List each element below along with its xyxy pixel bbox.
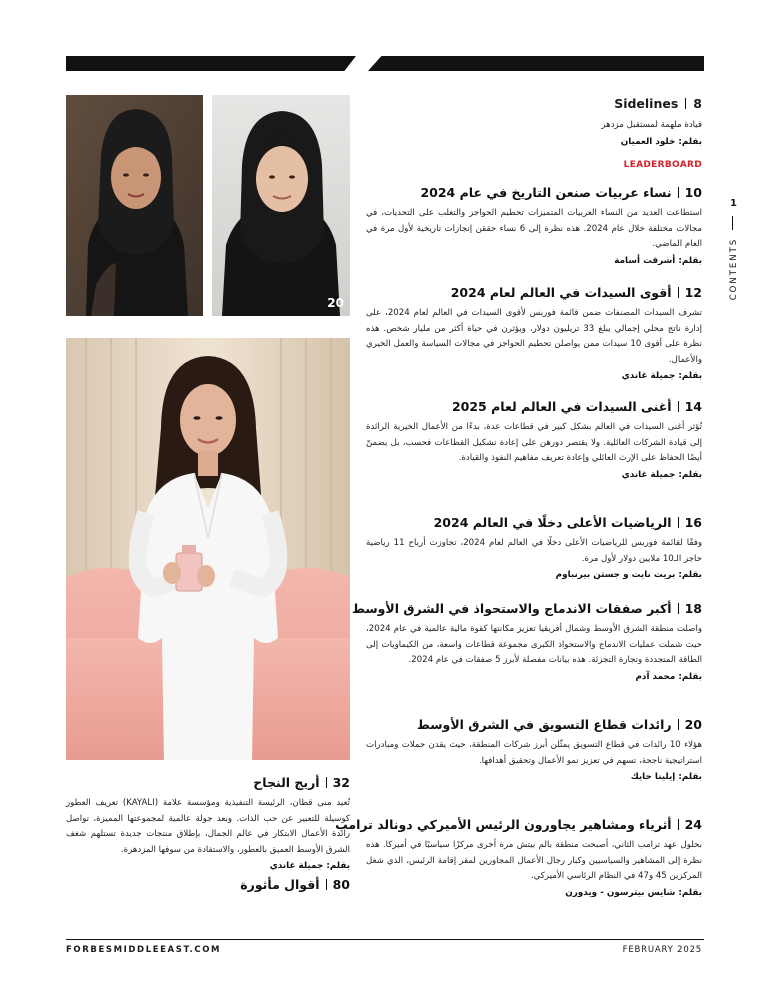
entry-title [366, 184, 702, 202]
entry-byline: بقلم: إيلينا حايك [630, 772, 702, 782]
entry-title [366, 96, 702, 111]
side-divider [732, 216, 733, 230]
entry-title [366, 398, 702, 416]
entry-description: تُؤثر أغنى السيدات في العالم بشكل كبير في قطاعات عدة، بدءًا من الأعمال الخيرية الرائدة إلى قيادة الشركات العائلية. ولا يقتصر دورهن على إعادة تشكيل القطاعات فحسب، بل يضمنّ أيضًا الحفاظ على الإرث العائلي وإعادة تعريف مفاهيم النفوذ والقيادة. [366, 422, 702, 463]
entry-description: وفقًا لقائمة فوربس للرياضيات الأعلى دخلًا في العالم لعام 2024، تجاوزت أرباح 11 رياضية حاجز الـ10 ملايين دولار لأول مرة. [366, 538, 702, 564]
entry-byline: بقلم: جميلة غاندي [621, 469, 702, 480]
entry-page-number: 12 [684, 285, 702, 300]
title-separator [685, 98, 686, 109]
photo-woman-left [66, 95, 203, 316]
entry-success-fragrance[interactable] [66, 774, 350, 873]
entry-page-number: 32 [332, 775, 350, 790]
entry-description: استطاعت العديد من النساء العربيات المتميزات تحطيم الحواجز والتغلب على التحديات، في مجالات مختلفة خلال عام 2024. هذه نظرة إلى 6 نساء حققن إنجازات تاريخية لأول مرة في العام الماضي. [366, 208, 703, 249]
entry-page-number: 14 [684, 399, 702, 414]
entry-title-text: الرياضيات الأعلى دخلًا في العالم 2024 [433, 515, 672, 530]
entry-byline: بقلم: جميلة غاندي [269, 861, 350, 871]
header-bar-left [66, 56, 356, 71]
side-page-number: 1 [730, 198, 737, 209]
title-separator [678, 187, 679, 198]
title-separator [326, 777, 327, 788]
footer-site[interactable]: FORBESMIDDLEEAST.COM [66, 945, 222, 955]
entry-page-number: 80 [332, 877, 350, 892]
entry-description: قيادة ملهمة لمستقبل مزدهر [601, 120, 702, 130]
photo-page-label: 20 [327, 296, 344, 310]
entry-page-number: 8 [693, 96, 702, 111]
entry-description: تشرف السيدات المصنفات ضمن قائمة فوربس لأقوى السيدات في العالم لعام 2024، على إدارة ناتج محلي إجمالي يبلغ 33 تريليون دولار، ويؤثرن في حياة أكثر من مليار شخص. هذه نظرة على أقوى 10 سيدات ممن يواصلن تحطيم الحواجز في مجالات السياسة والعمل الخيري والأعمال. [366, 308, 702, 365]
photo-mona-kattan [66, 338, 350, 760]
entry-page-number: 10 [684, 185, 702, 200]
entry-byline: بقلم: خلود العميان [620, 136, 702, 147]
entry-title-text: أقوال مأثورة [240, 877, 320, 892]
entry-page-number: 24 [684, 817, 702, 832]
photo-woman-right [212, 95, 350, 316]
entry-title [366, 514, 702, 532]
entry-title [351, 600, 702, 618]
entry-byline: بقلم: جميلة غاندي [621, 371, 702, 381]
entry-byline: بقلم: أشرقت أسامة [614, 255, 702, 266]
title-separator [678, 603, 679, 614]
footer-divider [66, 939, 704, 940]
entry-highest-paid-athletes[interactable] [366, 514, 702, 582]
entry-sidelines[interactable] [366, 96, 702, 149]
entry-description: تُعيد منى قطان، الرئيسة التنفيذية ومؤسسة علامة (KAYALI) تعريف العطور كوسيلة للتعبير عن حب الذات. وبعد جولة عالمية لمجموعتها المميزة، تواصل رائدة الأعمال الابتكار في عالم الجمال، بإطلاق منتجات جديدة تستلهم شغف الشرق الأوسط العميق بالعطور، والاستفادة من سوقها المزدهرة. [66, 798, 350, 855]
entry-famous-quotes[interactable] [66, 876, 350, 894]
entry-title-text: أريج النجاح [253, 775, 320, 790]
title-separator [678, 401, 679, 412]
entry-page-number: 20 [684, 717, 702, 732]
entry-title-text: أغنى السيدات في العالم لعام 2025 [451, 399, 672, 414]
entry-description: هؤلاء 10 رائدات في قطاع التسويق يمثّلن أبرز شركات المنطقة، حيث يقدن حملات ومبادرات استراتيجية ناجحة، تسهم في تعزيز نمو الأعمال وتحقيق أهدافها. [366, 740, 702, 766]
entry-title [366, 716, 702, 734]
title-separator [678, 517, 679, 528]
entry-page-number: 18 [684, 601, 702, 616]
entry-byline: بقلم: شايس بيترسون - ويدورن [565, 887, 702, 898]
entry-title [66, 876, 350, 894]
title-separator [678, 287, 679, 298]
entry-title [335, 816, 702, 834]
entry-arab-women-history[interactable] [366, 184, 702, 268]
footer-date: FEBRUARY 2025 [622, 945, 702, 955]
entry-byline: بقلم: محمد آدم [635, 671, 702, 682]
entry-title [366, 284, 702, 302]
side-contents-label: CONTENTS [729, 237, 739, 301]
entry-title-text: Sidelines [614, 96, 679, 111]
entry-most-powerful-women[interactable] [366, 284, 702, 383]
leaderboard-label: LEADERBOARD [623, 160, 702, 170]
entry-title-text: أكبر صفقات الاندماج والاستحواذ في الشرق الأوسط [351, 601, 672, 616]
entry-title-text: أثرياء ومشاهير يجاورون الرئيس الأميركي دونالد ترامب [335, 817, 672, 832]
entry-title-text: رائدات قطاع التسويق في الشرق الأوسط [416, 717, 672, 732]
title-separator [678, 719, 679, 730]
title-separator [678, 819, 679, 830]
entry-byline: بقلم: بريت نايت و جستن بيرنباوم [555, 570, 702, 580]
title-separator [326, 879, 327, 890]
entry-title-text: أقوى السيدات في العالم لعام 2024 [450, 285, 672, 300]
entry-description: واصلت منطقة الشرق الأوسط وشمال أفريقيا تعزيز مكانتها كقوة مالية عالمية في عام 2024، حيث شملت عمليات الاندماج والاستحواذ الكبرى مجموعة قطاعات واسعة، من الكيماويات إلى الطاقة المتجددة وتجارة التجزئة. هذه بيانات مفصلة لأبرز 5 صفقات في عام 2024. [366, 624, 702, 665]
entry-biggest-mna-deals[interactable] [351, 600, 702, 684]
entry-title-text: نساء عربيات صنعن التاريخ في عام 2024 [420, 185, 672, 200]
entry-page-number: 16 [684, 515, 702, 530]
entry-marketing-leaders[interactable] [366, 716, 702, 784]
entry-description: بحلول عهد ترامب الثاني، أصبحت منطقة بالم بيتش مرة أخرى مركزًا سياسيًا في أميركا. هذه نظرة إلى المشاهير والسياسيين وكبار رجال الأعمال المجاورين لمقر إقامة الرئيس، الذي شغل المركزين 45 و47 في النظام الرئاسي الأميركي. [366, 840, 702, 881]
entry-richest-women[interactable] [366, 398, 702, 482]
entry-title [66, 774, 350, 792]
